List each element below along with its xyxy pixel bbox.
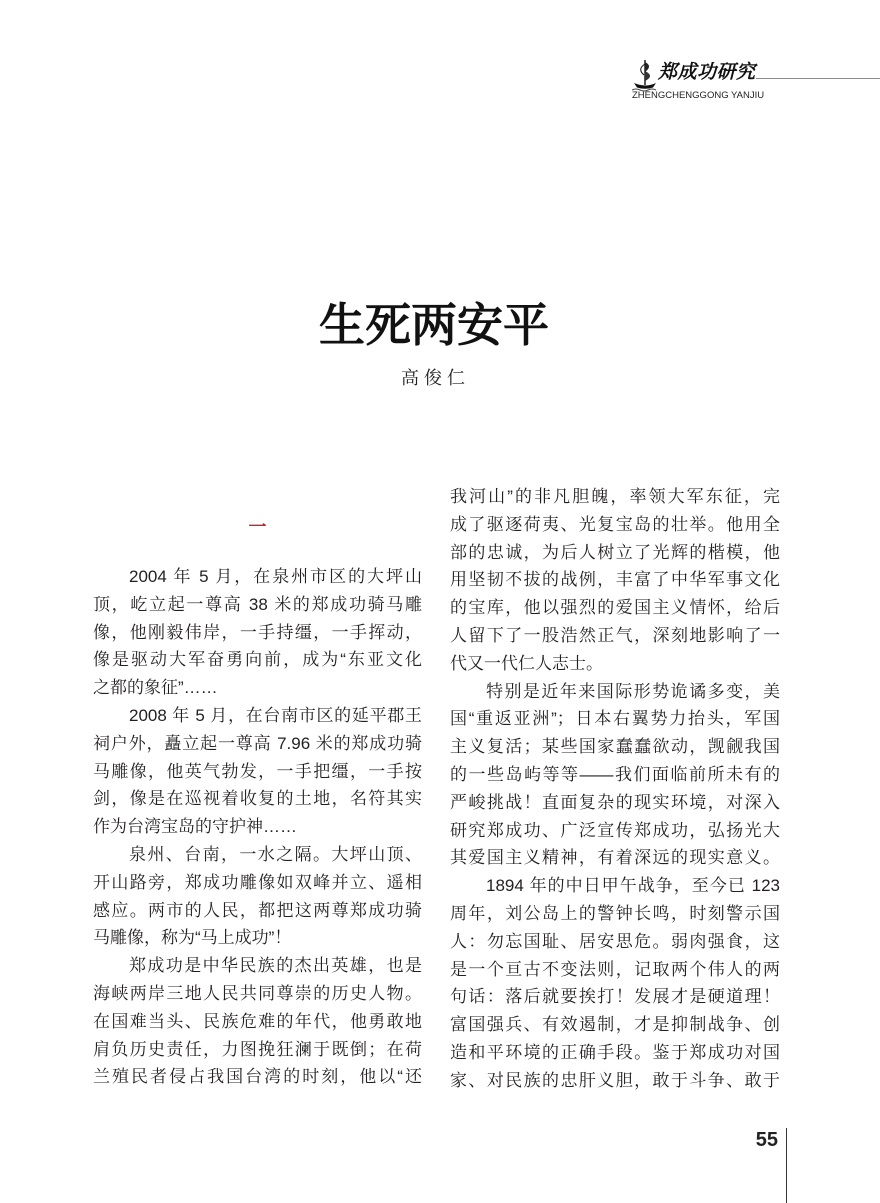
left-column bbox=[93, 563, 422, 1091]
text-line: 在国难当头、民族危难的年代，他勇敢地 bbox=[93, 1011, 422, 1031]
paragraph bbox=[450, 872, 780, 1094]
text-line: 兰殖民者侵占我国台湾的时刻，他以“还 bbox=[93, 1067, 422, 1087]
paragraph bbox=[93, 841, 422, 952]
right-column bbox=[450, 483, 780, 1095]
text-line: 严峻挑战！直面复杂的现实环境，对深入 bbox=[450, 792, 780, 812]
text-line: 马雕像，他英气勃发，一手把缰，一手按 bbox=[93, 761, 422, 781]
text-line: 剑，像是在巡视着收复的土地，名符其实 bbox=[93, 789, 422, 809]
text-line: 之都的象征”…… bbox=[93, 678, 218, 698]
text-line: 2008 年 5 月，在台南市区的延平郡王 bbox=[129, 705, 422, 725]
text-line: 部的忠诚，为后人树立了光辉的楷模，他 bbox=[450, 542, 780, 562]
text-line: 肩负历史责任，力图挽狂澜于既倒；在荷 bbox=[93, 1039, 422, 1059]
text-line: 祠户外，矗立起一尊高 7.96 米的郑成功骑 bbox=[93, 733, 422, 753]
text-line: 句话：落后就要挨打！发展才是硬道理！ bbox=[450, 987, 780, 1007]
text-line: 作为台湾宝岛的守护神…… bbox=[93, 817, 297, 837]
text-line: 用坚韧不拔的战例，丰富了中华军事文化 bbox=[450, 570, 780, 590]
section-number: 一 bbox=[248, 517, 267, 537]
paragraph bbox=[93, 952, 422, 1091]
journal-title-pinyin: ZHENGCHENGGONG YANJIU bbox=[632, 90, 765, 101]
author-name: 高俊仁 bbox=[401, 368, 470, 388]
page-number-rule bbox=[786, 1128, 787, 1203]
text-line: 家、对民族的忠肝义胆，敢于斗争、敢于 bbox=[450, 1070, 780, 1090]
text-line: 顶，屹立起一尊高 38 米的郑成功骑马雕 bbox=[93, 594, 422, 614]
header-rule bbox=[756, 78, 880, 79]
text-line: 2004 年 5 月，在泉州市区的大坪山 bbox=[129, 567, 422, 586]
text-line: 特别是近年来国际形势诡谲多变，美 bbox=[486, 681, 780, 701]
text-line: 其爱国主义精神，有着深远的现实意义。 bbox=[450, 848, 780, 868]
text-line: 1894 年的中日甲午战争，至今已 123 bbox=[486, 876, 780, 896]
paragraph bbox=[93, 702, 422, 841]
text-line: 像是驱动大军奋勇向前，成为“东亚文化 bbox=[93, 650, 422, 670]
text-line: 郑成功是中华民族的杰出英雄，也是 bbox=[129, 956, 422, 976]
text-line: 我河山”的非凡胆魄，率领大军东征，完 bbox=[450, 487, 780, 506]
text-line: 的一些岛屿等等——我们面临前所未有的 bbox=[450, 764, 780, 784]
ship-sail-lower bbox=[645, 71, 650, 81]
page-number: 55 bbox=[755, 1129, 778, 1151]
text-line: 人：勿忘国耻、居安思危。弱肉强食，这 bbox=[450, 931, 780, 951]
text-line: 代又一代仁人志士。 bbox=[450, 653, 603, 673]
ship-logo-icon bbox=[632, 58, 658, 92]
text-line: 主义复活；某些国家蠢蠢欲动，觊觎我国 bbox=[450, 737, 780, 757]
text-line: 周年，刘公岛上的警钟长鸣，时刻警示国 bbox=[450, 903, 780, 923]
text-line: 马雕像，称为“马上成功”！ bbox=[93, 928, 292, 948]
text-line: 富国强兵、有效遏制，才是抑制战争、创 bbox=[450, 1015, 780, 1035]
paragraph bbox=[93, 563, 422, 702]
text-line: 研究郑成功、广泛宣传郑成功，弘扬光大 bbox=[450, 820, 780, 840]
text-line: 海峡两岸三地人民共同尊崇的历史人物。 bbox=[93, 983, 422, 1003]
journal-title-cn: 郑成功研究 bbox=[658, 62, 756, 83]
text-line: 国“重返亚洲”；日本右翼势力抬头，军国 bbox=[450, 709, 780, 729]
ship-sail-upper bbox=[645, 62, 649, 72]
text-line: 人留下了一股浩然正气，深刻地影响了一 bbox=[450, 625, 780, 645]
text-line: 成了驱逐荷夷、光复宝岛的壮举。他用全 bbox=[450, 514, 780, 534]
text-line: 感应。两市的人民，都把这两尊郑成功骑 bbox=[93, 900, 422, 920]
article-title: 生死两安平 bbox=[319, 299, 549, 351]
text-line: 是一个亘古不变法则，记取两个伟人的两 bbox=[450, 959, 780, 979]
text-line: 造和平环境的正确手段。鉴于郑成功对国 bbox=[450, 1042, 780, 1062]
text-line: 像，他刚毅伟岸，一手持缰，一手挥动， bbox=[93, 622, 422, 642]
text-line: 的宝库，他以强烈的爱国主义情怀，给后 bbox=[450, 598, 780, 618]
paragraph bbox=[450, 678, 780, 873]
text-line: 开山路旁，郑成功雕像如双峰并立、遥相 bbox=[93, 872, 422, 892]
paragraph-continued bbox=[450, 483, 780, 678]
text-line: 泉州、台南，一水之隔。大坪山顶、 bbox=[129, 844, 422, 864]
